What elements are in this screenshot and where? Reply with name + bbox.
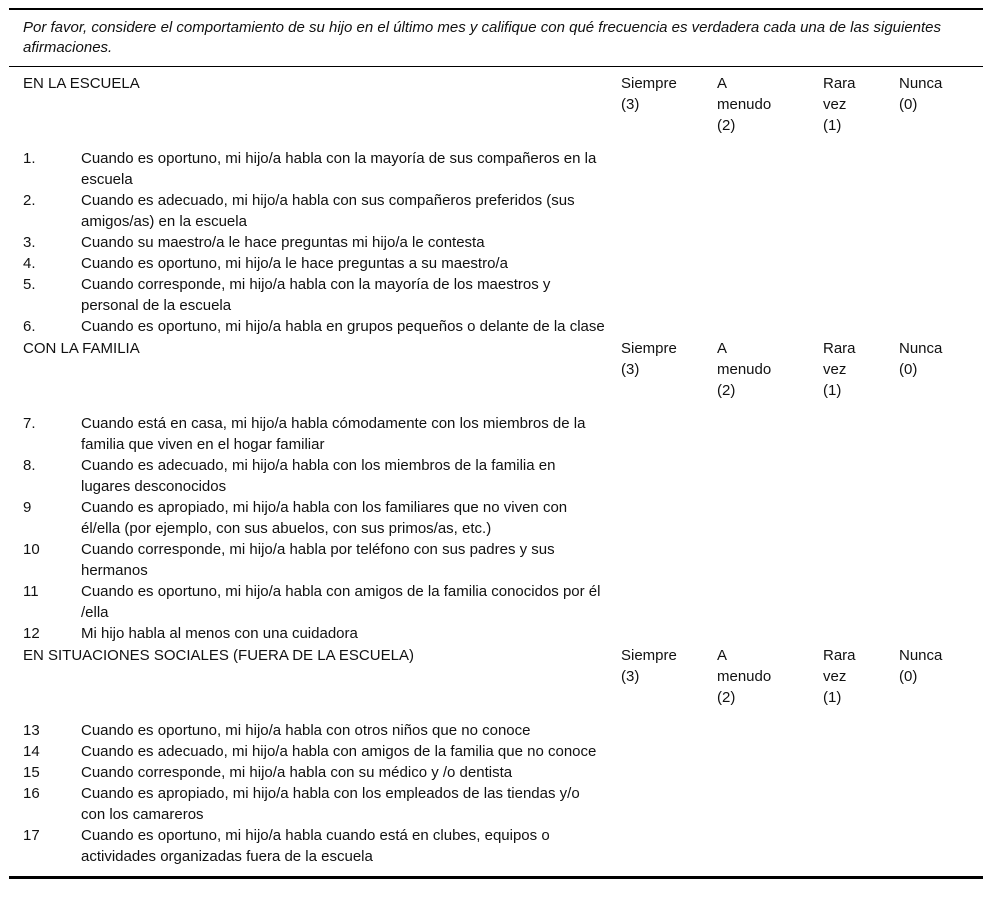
rating-cell-siempre	[621, 232, 717, 253]
rating-column-header-siempre: Siempre (3)	[621, 340, 677, 378]
item-number: 11	[23, 583, 39, 600]
rating-cell-siempre	[621, 825, 717, 867]
rating-cell-rara-vez	[823, 455, 899, 497]
table-row	[9, 413, 983, 455]
section-header-row	[9, 72, 983, 148]
rating-cell-nunca	[899, 497, 977, 539]
table-row	[9, 825, 983, 867]
rating-cell-rara-vez	[823, 623, 899, 644]
item-text: Cuando es adecuado, mi hijo/a habla con los miembros de la familia en lugares desconocidos	[81, 457, 556, 495]
section-header-row	[9, 337, 983, 413]
rating-cell-siempre	[621, 539, 717, 581]
rating-cell-siempre	[621, 455, 717, 497]
rating-column-header-a-menudo: A menudo (2)	[717, 647, 772, 706]
rating-cell-nunca	[899, 316, 977, 337]
item-text: Cuando es oportuno, mi hijo/a habla con amigos de la familia conocidos por él /ella	[81, 583, 601, 621]
rating-cell-nunca	[899, 455, 977, 497]
rating-cell-a-menudo	[717, 232, 823, 253]
rating-cell-nunca	[899, 148, 977, 190]
rating-cell-rara-vez	[823, 190, 899, 232]
rating-cell-a-menudo	[717, 190, 823, 232]
rating-cell-nunca	[899, 741, 977, 762]
rating-cell-nunca	[899, 581, 977, 623]
section-header-row	[9, 644, 983, 720]
rating-cell-rara-vez	[823, 274, 899, 316]
rating-column-header-nunca: Nunca (0)	[899, 75, 943, 113]
item-text: Cuando está en casa, mi hijo/a habla cómodamente con los miembros de la familia que viven en el hogar familiar	[81, 415, 586, 453]
rating-cell-nunca	[899, 539, 977, 581]
table-row	[9, 581, 983, 623]
rating-column-header-rara-vez: Rara vez (1)	[823, 647, 856, 706]
table-row	[9, 720, 983, 741]
table-row	[9, 232, 983, 253]
rating-cell-nunca	[899, 190, 977, 232]
rating-cell-a-menudo	[717, 253, 823, 274]
item-text: Cuando es apropiado, mi hijo/a habla con los familiares que no viven con él/ella (por ejemplo, con sus abuelos, con sus primos/as, etc.)	[81, 499, 568, 537]
rating-cell-siempre	[621, 762, 717, 783]
table-body	[9, 67, 983, 876]
rating-cell-a-menudo	[717, 581, 823, 623]
rating-cell-nunca	[899, 232, 977, 253]
table-row	[9, 762, 983, 783]
item-text: Cuando corresponde, mi hijo/a habla con la mayoría de los maestros y personal de la escuela	[81, 276, 551, 314]
rating-cell-rara-vez	[823, 720, 899, 741]
rating-column-header-a-menudo: A menudo (2)	[717, 340, 772, 399]
rating-cell-nunca	[899, 413, 977, 455]
rating-cell-a-menudo	[717, 274, 823, 316]
rating-cell-a-menudo	[717, 720, 823, 741]
table-row	[9, 274, 983, 316]
section-title: EN SITUACIONES SOCIALES (FUERA DE LA ESCUELA)	[23, 647, 414, 664]
item-number: 17	[23, 827, 40, 844]
item-text: Cuando es oportuno, mi hijo/a habla con la mayoría de sus compañeros en la escuela	[81, 150, 597, 188]
section-title: CON LA FAMILIA	[23, 340, 140, 357]
table-row	[9, 253, 983, 274]
rating-cell-a-menudo	[717, 455, 823, 497]
rating-cell-a-menudo	[717, 148, 823, 190]
rating-cell-a-menudo	[717, 762, 823, 783]
rating-cell-a-menudo	[717, 539, 823, 581]
rating-cell-rara-vez	[823, 253, 899, 274]
rating-cell-rara-vez	[823, 825, 899, 867]
table-row	[9, 623, 983, 644]
rating-cell-siempre	[621, 190, 717, 232]
item-number: 9	[23, 499, 32, 516]
rating-cell-a-menudo	[717, 783, 823, 825]
item-number: 15	[23, 764, 40, 781]
rating-column-header-siempre: Siempre (3)	[621, 647, 677, 685]
rating-cell-a-menudo	[717, 316, 823, 337]
table-row	[9, 148, 983, 190]
rating-cell-rara-vez	[823, 232, 899, 253]
item-text: Cuando es oportuno, mi hijo/a habla cuando está en clubes, equipos o actividades organizadas fuera de la escuela	[81, 827, 550, 865]
rating-cell-siempre	[621, 581, 717, 623]
table-row	[9, 497, 983, 539]
item-text: Cuando es apropiado, mi hijo/a habla con los empleados de las tiendas y/o con los camareros	[81, 785, 580, 823]
item-text: Cuando es adecuado, mi hijo/a habla con sus compañeros preferidos (sus amigos/as) en la escuela	[81, 192, 575, 230]
rating-cell-nunca	[899, 762, 977, 783]
rating-cell-siempre	[621, 741, 717, 762]
item-text: Cuando es oportuno, mi hijo/a habla en grupos pequeños o delante de la clase	[81, 318, 605, 335]
rating-cell-rara-vez	[823, 783, 899, 825]
rating-column-header-rara-vez: Rara vez (1)	[823, 75, 856, 134]
rating-column-header-nunca: Nunca (0)	[899, 647, 943, 685]
item-number: 6.	[23, 318, 36, 335]
item-text: Cuando es oportuno, mi hijo/a habla con otros niños que no conoce	[81, 722, 531, 739]
item-number: 7.	[23, 415, 36, 432]
item-number: 5.	[23, 276, 36, 293]
rating-cell-rara-vez	[823, 539, 899, 581]
rating-cell-siempre	[621, 623, 717, 644]
rating-cell-siempre	[621, 274, 717, 316]
item-text: Mi hijo habla al menos con una cuidadora	[81, 625, 358, 642]
rating-cell-siempre	[621, 253, 717, 274]
item-number: 4.	[23, 255, 36, 272]
rating-cell-rara-vez	[823, 581, 899, 623]
rating-cell-siempre	[621, 783, 717, 825]
item-number: 14	[23, 743, 40, 760]
rating-column-header-nunca: Nunca (0)	[899, 340, 943, 378]
table-row	[9, 190, 983, 232]
rating-column-header-siempre: Siempre (3)	[621, 75, 677, 113]
rating-cell-a-menudo	[717, 497, 823, 539]
table-row	[9, 539, 983, 581]
rating-cell-a-menudo	[717, 623, 823, 644]
section-title: EN LA ESCUELA	[23, 75, 140, 92]
rating-cell-siempre	[621, 720, 717, 741]
rating-cell-nunca	[899, 623, 977, 644]
rating-cell-a-menudo	[717, 741, 823, 762]
item-number: 12	[23, 625, 40, 642]
rating-cell-rara-vez	[823, 316, 899, 337]
rating-cell-rara-vez	[823, 762, 899, 783]
rating-cell-rara-vez	[823, 741, 899, 762]
item-number: 8.	[23, 457, 36, 474]
item-text: Cuando es adecuado, mi hijo/a habla con amigos de la familia que no conoce	[81, 743, 597, 760]
rating-column-header-rara-vez: Rara vez (1)	[823, 340, 856, 399]
rating-cell-nunca	[899, 783, 977, 825]
rating-cell-siempre	[621, 497, 717, 539]
rating-cell-siempre	[621, 413, 717, 455]
rating-cell-nunca	[899, 825, 977, 867]
item-number: 1.	[23, 150, 36, 167]
rating-cell-a-menudo	[717, 413, 823, 455]
rating-cell-a-menudo	[717, 825, 823, 867]
rating-column-header-a-menudo: A menudo (2)	[717, 75, 772, 134]
rating-cell-rara-vez	[823, 148, 899, 190]
item-text: Cuando corresponde, mi hijo/a habla por teléfono con sus padres y sus hermanos	[81, 541, 555, 579]
rating-cell-siempre	[621, 148, 717, 190]
instructions-text: Por favor, considere el comportamiento de su hijo en el último mes y califique con qué frecuencia es verdadera cada una de las siguientes afirmaciones.	[9, 10, 983, 67]
rating-cell-nunca	[899, 720, 977, 741]
rating-cell-rara-vez	[823, 497, 899, 539]
questionnaire-table	[9, 8, 983, 879]
rating-cell-siempre	[621, 316, 717, 337]
item-number: 2.	[23, 192, 36, 209]
table-row	[9, 316, 983, 337]
item-text: Cuando su maestro/a le hace preguntas mi hijo/a le contesta	[81, 234, 485, 251]
item-number: 16	[23, 785, 40, 802]
item-text: Cuando es oportuno, mi hijo/a le hace preguntas a su maestro/a	[81, 255, 508, 272]
item-text: Cuando corresponde, mi hijo/a habla con su médico y /o dentista	[81, 764, 513, 781]
rating-cell-rara-vez	[823, 413, 899, 455]
item-number: 13	[23, 722, 40, 739]
item-number: 3.	[23, 234, 36, 251]
item-number: 10	[23, 541, 40, 558]
table-row	[9, 455, 983, 497]
rating-cell-nunca	[899, 253, 977, 274]
table-row	[9, 741, 983, 762]
rating-cell-nunca	[899, 274, 977, 316]
table-row	[9, 783, 983, 825]
